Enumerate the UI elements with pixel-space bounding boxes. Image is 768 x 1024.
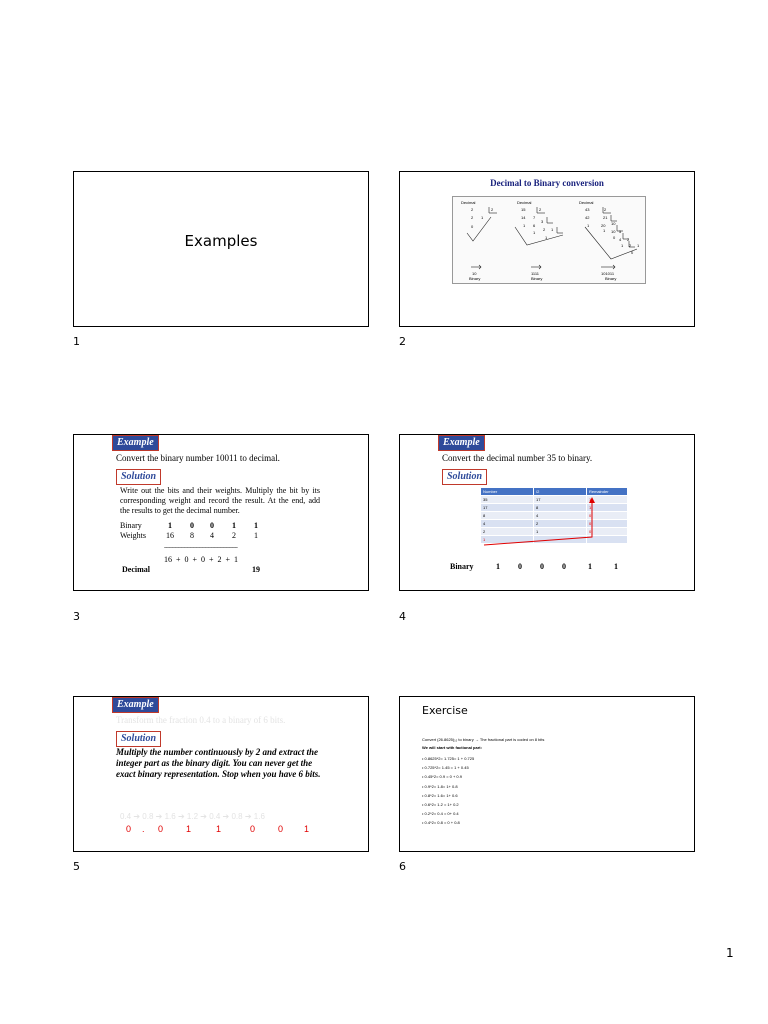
page-number: 1: [726, 946, 734, 960]
bit-3: 1: [232, 521, 236, 530]
col2-q2: 3: [541, 219, 544, 224]
col2-r1: 14: [521, 215, 526, 220]
reading-arrow: [400, 435, 695, 591]
col2-r3: 6: [533, 223, 536, 228]
col3-div: 2: [604, 207, 607, 212]
col2-r2: 1: [523, 223, 526, 228]
col2-r4: 1: [533, 230, 536, 235]
chain-value: 1.2: [186, 812, 199, 821]
col2-result: 1111: [531, 271, 540, 276]
binary-row-label: Binary: [120, 521, 142, 530]
col3-r9: 2: [629, 243, 632, 248]
bit-0: 1: [168, 521, 172, 530]
example-tag: Example: [112, 697, 159, 713]
col3-result-label: Binary: [605, 276, 617, 281]
col3-label: Decimal: [579, 200, 594, 205]
col1-q2: 1: [481, 215, 484, 220]
col3-d1: 43: [585, 207, 590, 212]
slide-2-title: Decimal to Binary conversion: [490, 178, 604, 188]
exercise-bullets: [422, 754, 474, 828]
chain-value: 1.6: [164, 812, 176, 821]
slide-6-number: 6: [399, 860, 406, 873]
fraction-digit: 0: [250, 824, 256, 834]
weight-1: 8: [190, 531, 194, 540]
fraction-digit: .: [142, 824, 145, 834]
col1-q1: 2: [471, 215, 474, 220]
table-cell: 1: [534, 528, 587, 536]
table-cell: 0: [587, 528, 628, 536]
result-bit-5: 1: [614, 562, 618, 571]
slide-2: [399, 171, 695, 327]
slide-1-number: 1: [73, 335, 80, 348]
list-item: • 0.9*2= 1.8= 1+ 0.8: [422, 783, 458, 789]
slide-5-number: 5: [73, 860, 80, 873]
table-cell: 1: [587, 504, 628, 512]
list-item: • 0.4*2= 0.8 = 0 + 0.8: [422, 820, 460, 826]
arrow-icon: ➔: [222, 812, 230, 821]
col3-r5: 10: [611, 229, 616, 234]
col3-r8: 1: [621, 243, 624, 248]
slide-3-number: 3: [73, 610, 80, 623]
slide-5: [73, 696, 369, 852]
weight-2: 4: [210, 531, 214, 540]
slide-4-number: 4: [399, 610, 406, 623]
fraction-digit: 0: [278, 824, 284, 834]
table-cell: 1: [587, 496, 628, 504]
fraction-digit: 0: [126, 824, 132, 834]
table-header: Remainder: [587, 488, 628, 496]
table-cell: 4: [534, 512, 587, 520]
table-cell: 8: [534, 504, 587, 512]
result-bit-3: 0: [562, 562, 566, 571]
result-bit-4: 1: [588, 562, 592, 571]
fraction-digit: 1: [304, 824, 310, 834]
table-cell: 0: [587, 520, 628, 528]
col1-d1: 2: [471, 207, 474, 212]
chain-value: 0.8: [231, 812, 243, 821]
col2-label: Decimal: [517, 200, 532, 205]
table-header: Number: [481, 488, 534, 496]
col3-r7: 4: [619, 237, 622, 242]
example-tag: Example: [438, 435, 485, 451]
slide-2-number: 2: [399, 335, 406, 348]
col3-q4: 2: [627, 237, 630, 242]
col2-r5: 2: [543, 227, 546, 232]
col3-r3: 20: [601, 223, 606, 228]
weights-row-label: Weights: [120, 531, 147, 540]
col3-r6: 0: [613, 235, 616, 240]
bit-2: 0: [210, 521, 214, 530]
slide-5-question: Transform the fraction 0.4 to a binary of 6 bits.: [116, 715, 286, 725]
slide-4: [399, 434, 695, 591]
weight-0: 16: [166, 531, 174, 540]
solution-tag: Solution: [442, 469, 487, 485]
chain-value: 0.4: [120, 812, 132, 821]
table-cell: 8: [481, 512, 534, 520]
result-bit-1: 0: [518, 562, 522, 571]
chain-value: 0.4: [209, 812, 221, 821]
arrow-icon: ➔: [200, 812, 207, 821]
list-item: • 0.6*2= 1.2 = 1+ 0.2: [422, 802, 459, 808]
col3-result: 101011: [601, 271, 615, 276]
decimal-value: 19: [252, 565, 260, 574]
col2-q3: 1: [551, 227, 554, 232]
table-header: /2: [534, 488, 587, 496]
slide-5-instruction: Multiply the number continuously by 2 and extract the integer part as the binary digit. You can never get the exact binary representation. Stop when you have 6 bits.: [116, 747, 321, 779]
table-cell: 2: [481, 528, 534, 536]
sum-expression: 16 + 0 + 0 + 2 + 1: [164, 555, 239, 564]
multiplication-chain: [120, 812, 265, 821]
col1-label: Decimal: [461, 200, 476, 205]
col3-q3: 5: [619, 229, 622, 234]
col1-rem: 0: [471, 224, 474, 229]
arrow-icon: ➔: [133, 812, 141, 821]
slide-3-question: Convert the binary number 10011 to decimal.: [116, 453, 280, 463]
slide-4-question: Convert the decimal number 35 to binary.: [442, 453, 593, 463]
fraction-digit: 1: [216, 824, 222, 834]
list-item: • 0.8*2= 1.6= 1+ 0.6: [422, 792, 458, 798]
table-cell: 4: [481, 520, 534, 528]
slide-1-title: Examples: [184, 232, 258, 250]
col3-r4: 1: [603, 228, 606, 233]
table-cell: 17: [481, 504, 534, 512]
slide-1: [73, 171, 369, 327]
binary-label: Binary: [450, 562, 474, 571]
sum-separator: -------------------------------------------------: [164, 545, 238, 551]
col3-r2: 1: [587, 223, 590, 228]
decimal-label: Decimal: [122, 565, 150, 574]
col2-div: 2: [539, 207, 542, 212]
col1-result-label: Binary: [469, 276, 481, 281]
list-item: • 0.725*2= 1.45 = 1 + 0.45: [422, 765, 469, 771]
col3-q1: 21: [603, 215, 608, 220]
bit-1: 0: [190, 521, 194, 530]
col1-d2: 2: [491, 207, 494, 212]
col2-r6: 1: [545, 235, 548, 240]
slide-6: [399, 696, 695, 852]
col1-result: 10: [472, 271, 477, 276]
table-cell: 35: [481, 496, 534, 504]
table-cell: 2: [534, 520, 587, 528]
list-item: • 0.8625*2= 1.725= 1 + 0.725: [422, 756, 475, 761]
conversion-diagram: [452, 196, 646, 284]
slide-6-title: Exercise: [422, 704, 468, 717]
arrow-icon: ➔: [155, 812, 163, 821]
weight-4: 1: [254, 531, 258, 540]
col3-q5: 1: [637, 243, 640, 248]
solution-tag: Solution: [116, 469, 161, 485]
list-item: • 0.45*2= 0.9 = 0 + 0.9: [422, 774, 462, 780]
fraction-digit: 0: [158, 824, 164, 834]
table-cell: 1: [481, 536, 534, 544]
col3-r10: 0: [631, 250, 634, 255]
col2-result-label: Binary: [531, 276, 543, 281]
weight-3: 2: [232, 531, 236, 540]
bit-4: 1: [254, 521, 258, 530]
col3-r1: 42: [585, 215, 590, 220]
exercise-intro: Convert (26.8625)₁₀ to binary → The fractional part is coded on 8 bits: [422, 737, 545, 742]
table-cell: 17: [534, 496, 587, 504]
result-bit-0: 1: [496, 562, 500, 571]
example-tag: Example: [112, 435, 159, 451]
list-item: • 0.2*2= 0.4 = 0+ 0.4: [422, 811, 459, 817]
col2-q1: 7: [533, 215, 536, 220]
solution-tag: Solution: [116, 731, 161, 747]
slide-3: [73, 434, 369, 591]
arrow-icon: ➔: [177, 812, 185, 821]
table-cell: 0: [587, 512, 628, 520]
arrow-icon: ➔: [244, 812, 252, 821]
slide-3-instruction: Write out the bits and their weights. Multiply the bit by its corresponding weight and record the result. At the end, add the results to get the decimal number.: [120, 486, 320, 515]
exercise-subhead: We will start with factional part:: [422, 745, 482, 750]
col2-d1: 15: [521, 207, 526, 212]
chain-value: 1.6: [253, 812, 265, 821]
result-bit-2: 0: [540, 562, 544, 571]
chain-value: 0.8: [142, 812, 154, 821]
fraction-digit: 1: [186, 824, 192, 834]
col3-q2: 10: [611, 221, 616, 226]
